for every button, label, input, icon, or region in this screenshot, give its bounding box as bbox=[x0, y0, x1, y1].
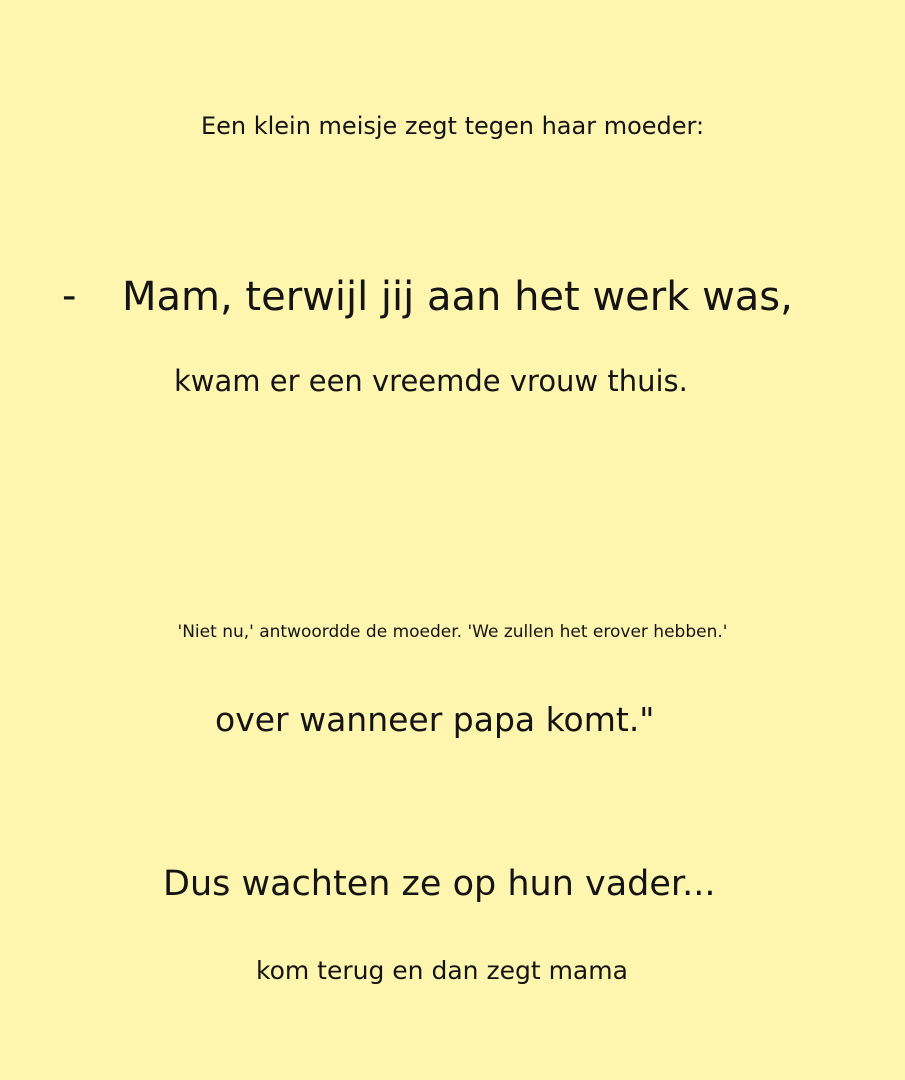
mother-quote: 'Niet nu,' antwoordde de moeder. 'We zullen het erover hebben.' bbox=[177, 622, 728, 642]
return-line: kom terug en dan zegt mama bbox=[256, 956, 628, 985]
stranger-line: kwam er een vreemde vrouw thuis. bbox=[174, 364, 688, 398]
papa-line: over wanneer papa komt." bbox=[215, 700, 655, 739]
waiting-line: Dus wachten ze op hun vader... bbox=[163, 864, 716, 904]
dialogue-dash: - bbox=[62, 273, 77, 319]
headline-text: Mam, terwijl jij aan het werk was, bbox=[122, 274, 793, 320]
intro-text: Een klein meisje zegt tegen haar moeder: bbox=[200, 112, 705, 140]
